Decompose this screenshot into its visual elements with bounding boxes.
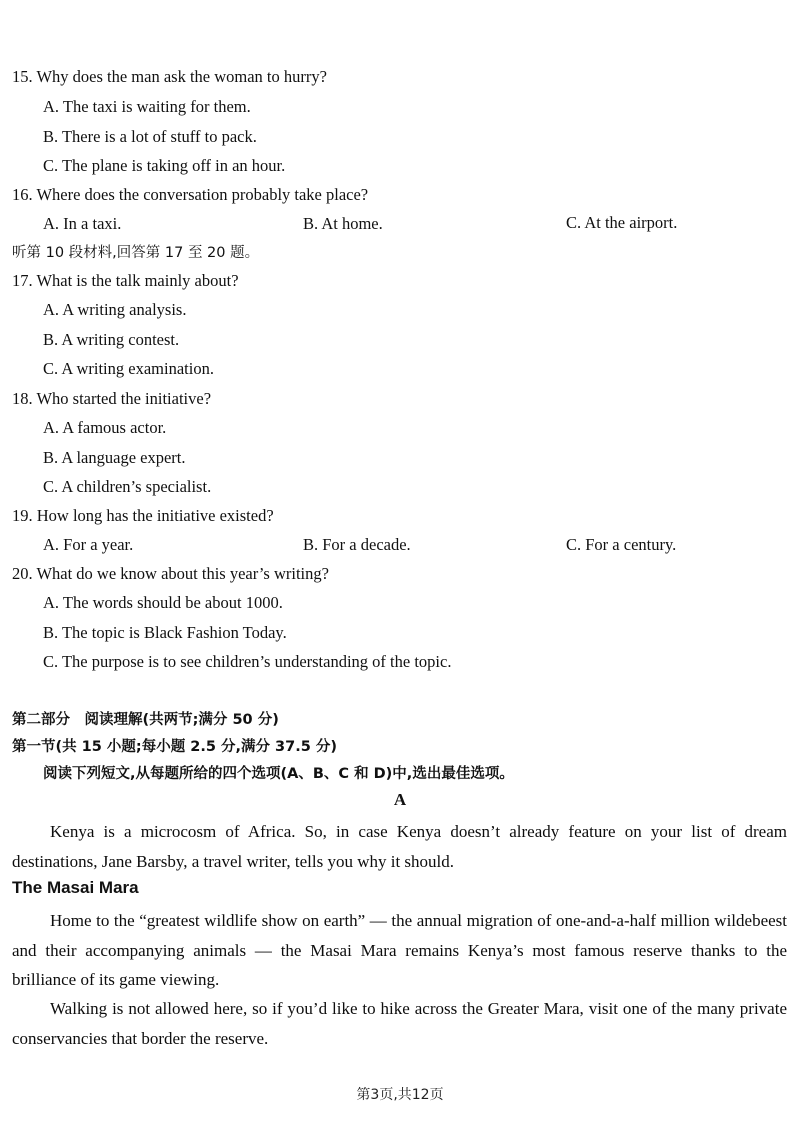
passage-intro: Kenya is a microcosm of Africa. So, in case Kenya doesn’t already feature on your list of dream destinations, Jane Barsby, a travel writer, tells you why it should. <box>12 822 787 871</box>
page-number-footer: 第3页,共12页 <box>356 1087 444 1103</box>
masai-mara-paragraph-2: Walking is not allowed here, so if you’d like to hike across the Greater Mara, visit one of the many private conservancies that border the reserve. <box>12 999 787 1048</box>
question-18: 18. Who started the initiative? <box>12 389 212 408</box>
passage-label: A <box>393 790 407 809</box>
question-19: 19. How long has the initiative existed? <box>12 506 274 525</box>
instruction-material-10: 听第 10 段材料,回答第 17 至 20 题。 <box>12 245 260 261</box>
q18-option-a: A. A famous actor. <box>43 418 167 437</box>
q19-option-c: C. For a century. <box>566 535 677 554</box>
q20-option-a: A. The words should be about 1000. <box>43 593 283 612</box>
question-17: 17. What is the talk mainly about? <box>12 271 239 290</box>
q19-option-a: A. For a year. <box>43 535 134 554</box>
reading-instruction: 阅读下列短文,从每题所给的四个选项(A、B、C 和 D)中,选出最佳选项。 <box>43 766 514 782</box>
q16-option-a: A. In a taxi. <box>43 214 122 233</box>
part-two-title: 第二部分 阅读理解(共两节;满分 50 分) <box>12 712 279 728</box>
q18-option-c: C. A children’s specialist. <box>43 477 212 496</box>
q16-option-c: C. At the airport. <box>566 213 678 232</box>
q16-option-b: B. At home. <box>303 214 383 233</box>
q18-option-b: B. A language expert. <box>43 448 186 467</box>
question-16: 16. Where does the conversation probably take place? <box>12 185 369 204</box>
q17-option-c: C. A writing examination. <box>43 359 214 378</box>
q15-option-b: B. There is a lot of stuff to pack. <box>43 127 257 146</box>
q19-option-b: B. For a decade. <box>303 535 411 554</box>
q17-option-b: B. A writing contest. <box>43 330 180 349</box>
q15-option-c: C. The plane is taking off in an hour. <box>43 156 286 175</box>
q17-option-a: A. A writing analysis. <box>43 300 187 319</box>
question-15: 15. Why does the man ask the woman to hurry? <box>12 67 327 86</box>
q20-option-c: C. The purpose is to see children’s understanding of the topic. <box>43 652 452 671</box>
q15-option-a: A. The taxi is waiting for them. <box>43 97 251 116</box>
question-20: 20. What do we know about this year’s writing? <box>12 564 329 583</box>
masai-mara-paragraph-1: Home to the “greatest wildlife show on earth” — the annual migration of one-and-a-half million wildebeest and their accompanying animals — the Masai Mara remains Kenya’s most famous reserve thanks to the brilliance of its game viewing. <box>12 911 787 989</box>
section-one-title: 第一节(共 15 小题;每小题 2.5 分,满分 37.5 分) <box>12 739 337 755</box>
section-heading-masai-mara: The Masai Mara <box>12 878 139 897</box>
q20-option-b: B. The topic is Black Fashion Today. <box>43 623 287 642</box>
